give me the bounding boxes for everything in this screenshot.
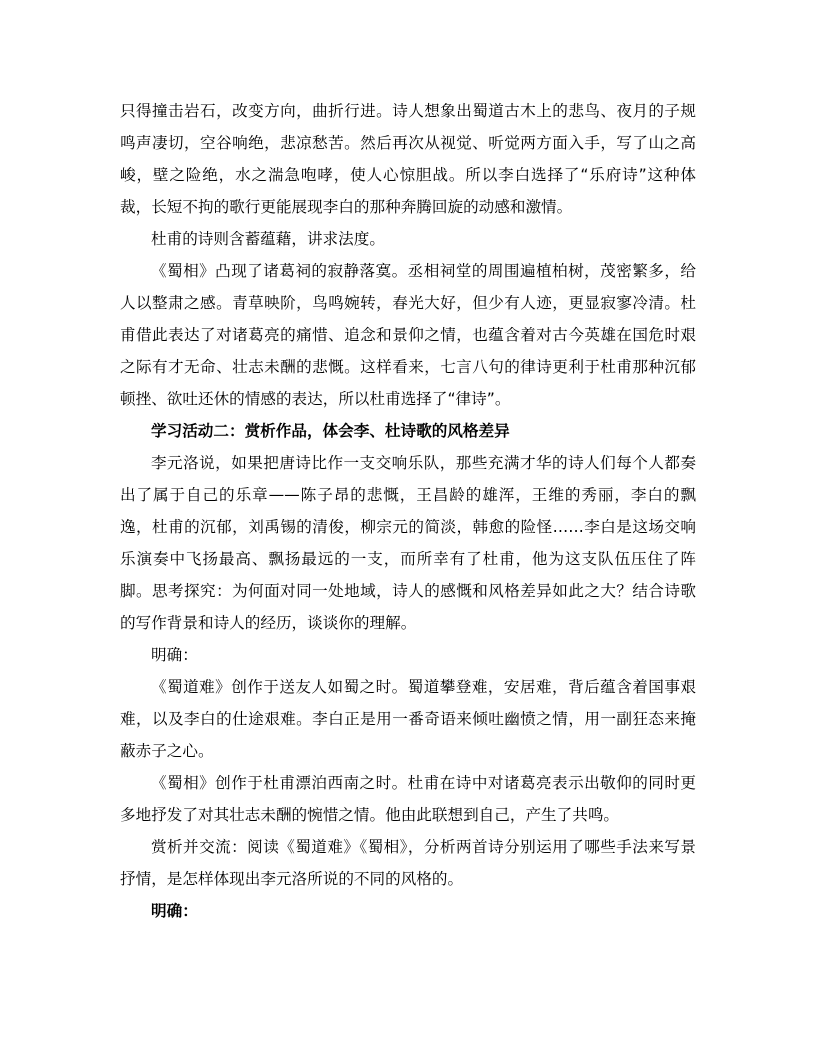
paragraph-appreciation-task: 赏析并交流：阅读《蜀道难》《蜀相》，分析两首诗分别运用了哪些手法来写景抒情，是怎样体现出李元洛所说的不同的风格的。	[120, 838, 696, 888]
paragraph-shu-xiang-analysis: 《蜀相》凸现了诸葛祠的寂静落寞。丞相祠堂的周围遍植柏树，茂密繁多，给人以整肃之感。青草映阶，鸟鸣婉转，春光大好，但少有人迹，更显寂寥冷清。杜甫借此表达了对诸葛亮的痛惜、追念和景仰之情，也蕴含着对古今英雄在国危时艰之际有才无命、壮志未酬的悲慨。这样看来，七言八句的律诗更利于杜甫那种沉郁顿挫、欲吐还休的情感的表达，所以杜甫选择了“律诗”。	[120, 262, 696, 408]
section-heading-activity-two: 学习活动二：赏析作品，体会李、杜诗歌的风格差异	[151, 422, 510, 440]
paragraph-shu-dao-nan-background: 《蜀道难》创作于送友人如蜀之时。蜀道攀登难，安居难，背后蕴含着国事艰难，以及李白的仕途艰难。李白正是用一番奇语来倾吐幽愤之情，用一副狂态来掩蔽赤子之心。	[120, 678, 696, 760]
paragraph-du-fu-style: 杜甫的诗则含蓄蕴藉，讲求法度。	[151, 230, 385, 248]
paragraph-continued-analysis: 只得撞击岩石，改变方向，曲折行进。诗人想象出蜀道古木上的悲鸟、夜月的子规鸣声凄切，空谷响绝，悲凉愁苦。然后再次从视觉、听觉两方面入手，写了山之高峻，壁之险绝，水之湍急咆哮，使人心惊胆战。所以李白选择了“乐府诗”这种体裁，长短不拘的歌行更能展现李白的那种奔腾回旋的动感和激情。	[120, 102, 696, 216]
paragraph-li-yuanluo-quote: 李元洛说，如果把唐诗比作一支交响乐队，那些充满才华的诗人们每个人都奏出了属于自己的乐章——陈子昂的悲慨，王昌龄的雄浑，王维的秀丽，李白的飘逸，杜甫的沉郁，刘禹锡的清俊，柳宗元的简淡，韩愈的险怪……李白是这场交响乐演奏中飞扬最高、飘扬最远的一支，而所幸有了杜甫，他为这支队伍压住了阵脚。思考探究：为何面对同一处地域，诗人的感慨和风格差异如此之大？结合诗歌的写作背景和诗人的经历，谈谈你的理解。	[120, 454, 696, 632]
document-body	[120, 95, 696, 927]
paragraph-shu-xiang-background: 《蜀相》创作于杜甫漂泊西南之时。杜甫在诗中对诸葛亮表示出敬仰的同时更多地抒发了对其壮志未酬的惋惜之情。他由此联想到自己，产生了共鸣。	[120, 774, 696, 824]
answer-label-final: 明确：	[151, 902, 198, 920]
answer-label: 明确：	[151, 646, 198, 664]
